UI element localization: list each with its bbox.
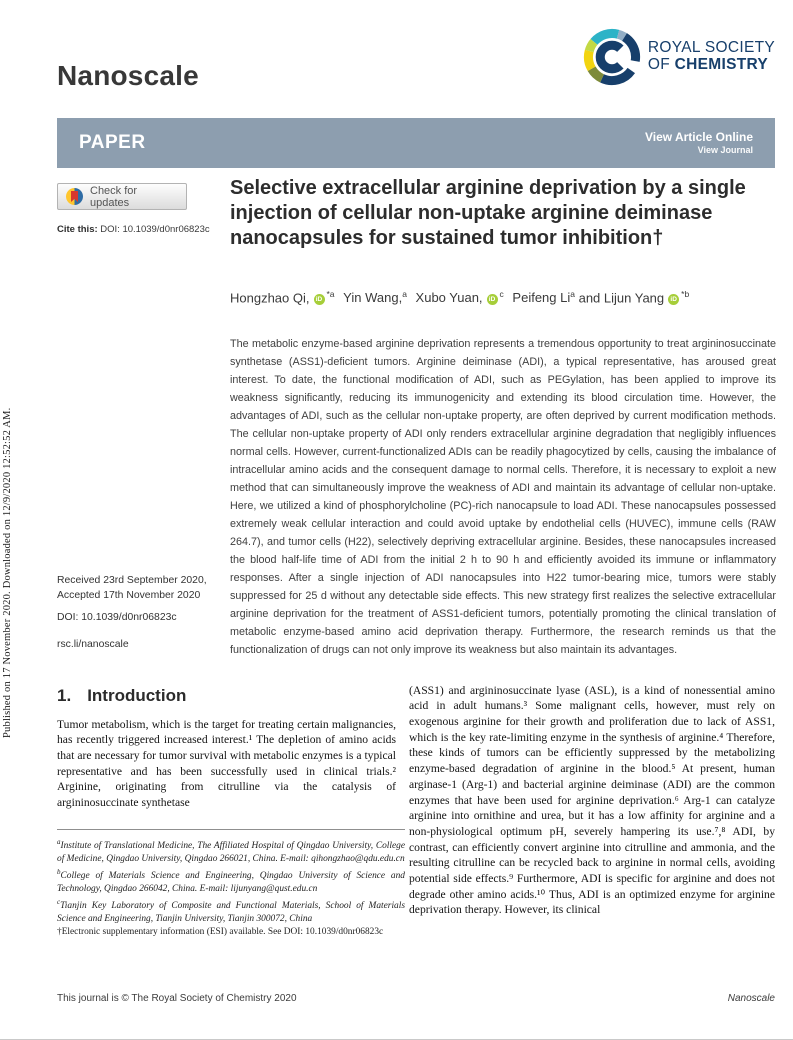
page-footer xyxy=(57,993,775,1004)
author-name: Peifeng Li xyxy=(512,290,571,306)
affiliation-footnotes xyxy=(57,829,405,939)
author-name: Hongzhao Qi, xyxy=(230,290,310,306)
orcid-icon[interactable]: iD xyxy=(487,294,498,305)
author-joiner: and xyxy=(574,290,604,306)
abstract-text: The metabolic enzyme-based arginine deprivation represents a tremendous opportunity to treat argininosuccinate synthetase (ASS1)-deficient tumors. Arginine deiminase (ADI), a typical representative, has aroused great interest. To date, the functional modification of ADI, such as PEGylation, has been applied to improve its weakness significantly, reducing its immunogenicity and extending its blood circulation time. However, the advantages of ADI, such as the cellular non-uptake property, are often deprived by current modification methods. The cellular non-uptake property of ADI only renders extracellular arginine degradation that negligibly influences normal cells. However, current-functionalized ADIs can be readily phagocytized by cells, causing the imbalance of intracellular amino acids and the consequent damage to normal cells. Therefore, it is necessary to exploit a new method that can simultaneously improve the weakness of ADI and maintain its advantage of cellular non-uptake. Here, we utilized a kind of phosphorylcholine (PC)-rich nanocapsule to load ADI. These nanocapsules possessed extremely weak cellular interaction and could avoid uptake by endothelial cells (HUVEC), immune cells (RAW 264.7), and tumor cells (H22), selectively depriving extracellular arginine. Besides, these nanocapsules increased the blood half-life time of ADI from the initial 2 h to 90 h and efficiently avoided its immune or inflammatory responses. After a single injection of ADI nanocapsules into H22 tumor-bearing mice, tumors were stably suppressed for 25 d without any detectable side effects. This new strategy first realizes the selective extracellular arginine deprivation for the treatment of ASS1-deficient tumors, potentially promoting the clinical translation of metabolic enzyme-based amino acid deprivation therapy. Furthermore, the research reminds us that the functionalization of drugs can not only improve its weakness but also maintain its advantages. xyxy=(230,337,776,656)
rsc-logo-line2: OF CHEMISTRY xyxy=(647,56,769,73)
dates-block xyxy=(57,574,225,653)
rsc-logo xyxy=(583,28,775,86)
author-name: Xubo Yuan, xyxy=(415,290,483,306)
check-for-updates-button[interactable] xyxy=(57,183,187,210)
author-affiliation-sup: a xyxy=(570,289,575,299)
section-number: 1. xyxy=(57,686,72,705)
footnote-esi: †Electronic supplementary information (ESI) available. See DOI: 10.1039/d0nr06823c xyxy=(57,926,384,937)
orcid-icon[interactable]: iD xyxy=(668,294,679,305)
view-journal-link[interactable]: View Journal xyxy=(697,144,753,155)
intro-column-right: (ASS1) and argininosuccinate lyase (ASL), is a kind of nonessential amino acid in adult humans.³ Some malignant cells, however, must rely on exogenous arginine for their growth and proliferation due to lack of ASS1, which is the key rate-limiting enzyme in the synthesis of arginine.⁴ Therefore, these kinds of tumors can be efficiently suppressed by the metabolizing enzyme-based degradation of arginine in the blood.⁵ At present, human arginase-1 (Arg-1) and bacterial arginine deiminase (ADI) are the common enzymes that have been used for arginine deprivation.⁶ Arg-1 can catalyze arginine into ornithine and urea, but it has a low affinity for arginine and a non-physiological optimum pH, severely hampering its use.⁷,⁸ ADI, by contrast, can efficiently convert arginine into citrulline and ammonia, and the resulting citrulline can be recycled back to arginine in normal cells, avoiding potential side effects.⁹ Furthermore, ADI is specific for arginine and does not degrade other amino acids.¹⁰ Thus, ADI is an optimized enzyme for arginine deprivation therapy. However, its clinical xyxy=(409,683,775,917)
banner-links xyxy=(645,130,753,156)
footnote-c: $^c$Tianjin Key Laboratory of Composite and Functional Materials, School of Materials Science and Engineering, Tianjin University, Tianjin 300072, China xyxy=(57,897,405,924)
intro-column-left: Tumor metabolism, which is the target for treating certain malignancies, has recently triggered increased interest.¹ The depletion of amino acids that are necessary for tumor survival with metabolic enzymes is a typical representative and has been successfully used in clinical trials.² Arginine, originating from citrulline via the catalysis of argininosuccinate synthetase xyxy=(57,717,396,810)
author-name: Yin Wang, xyxy=(343,290,403,306)
article-type-label: PAPER xyxy=(79,132,146,153)
masthead xyxy=(57,28,775,92)
check-for-updates-label: Check for updates xyxy=(90,184,138,209)
footer-journal-name: Nanoscale xyxy=(727,993,775,1004)
author-affiliation-sup: *a xyxy=(326,289,335,299)
author-byline xyxy=(230,289,776,305)
paper-banner xyxy=(57,118,775,168)
cite-this-label: Cite this: xyxy=(57,224,98,235)
doi-line: DOI: 10.1039/d0nr06823c xyxy=(57,611,177,623)
cite-this-doi: DOI: 10.1039/d0nr06823c xyxy=(100,224,210,235)
crossmark-icon xyxy=(66,188,83,205)
author-affiliation-sup: c xyxy=(499,289,504,299)
accepted-date: Accepted 17th November 2020 xyxy=(57,589,201,601)
author-affiliation-sup: a xyxy=(402,289,407,299)
section-heading-introduction xyxy=(57,686,186,706)
sidebar-publication-note: Published on 17 November 2020. Downloaded on 12/9/2020 12:52:52 AM. xyxy=(2,407,13,738)
rsc-logo-text xyxy=(648,40,775,73)
section-title: Introduction xyxy=(87,686,187,705)
orcid-icon[interactable]: iD xyxy=(314,294,325,305)
title-block xyxy=(230,176,776,251)
rsc-c-icon xyxy=(583,28,641,86)
rsc-logo-line1: ROYAL SOCIETY xyxy=(647,39,775,57)
view-article-online-link[interactable]: View Article Online xyxy=(644,129,753,144)
author-name: Lijun Yang xyxy=(603,290,665,306)
footer-copyright: This journal is © The Royal Society of Chemistry 2020 xyxy=(57,993,297,1004)
rsc-li-link[interactable]: rsc.li/nanoscale xyxy=(57,639,129,651)
footnote-b: $^b$College of Materials Science and Engineering, Qingdao University of Science and Technology, Qingdao 266042, China. E-mail: lijunyang@qust.edu.cn xyxy=(57,867,405,894)
cite-this xyxy=(57,224,229,235)
author-affiliation-sup: *b xyxy=(681,289,690,299)
article-title: Selective extracellular arginine deprivation by a single injection of cellular non-uptake arginine deiminase nanocapsules for sustained tumor inhibition† xyxy=(230,177,746,249)
footnote-a: $^a$Institute of Translational Medicine, The Affiliated Hospital of Qingdao University, College of Medicine, Qingdao University, Qingdao 266021, China. E-mail: qihongzhao@qdu.edu.cn xyxy=(57,838,405,865)
received-date: Received 23rd September 2020, xyxy=(57,575,207,586)
journal-name: Nanoscale xyxy=(57,60,199,91)
